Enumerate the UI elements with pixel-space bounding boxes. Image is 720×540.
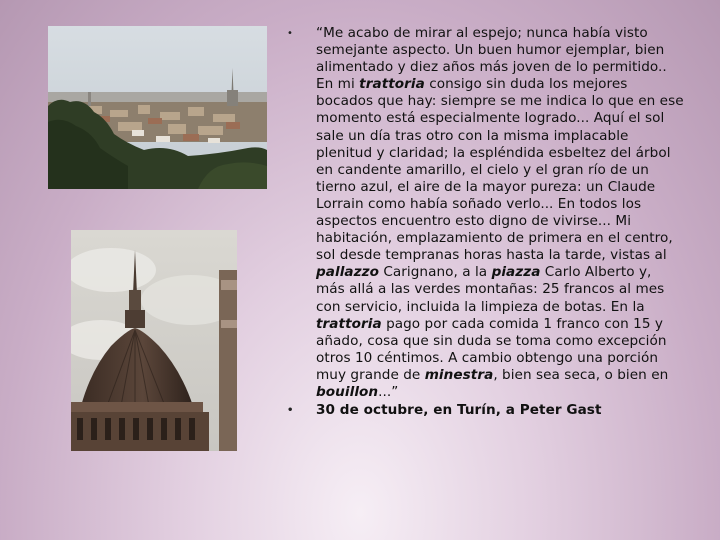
italic-term-minestra: minestra	[424, 366, 494, 383]
quote-segment: ...”	[378, 383, 399, 400]
quote-segment: consigo sin duda los mejores bocados que hay: siempre se me indica lo que en ese momento está especialmente logrado... Aquí el sol sale un día tras otro con la misma implacable plenitud y claridad; la espléndida esbeltez del árbol en candente amarillo, el cielo y el gran río de un tierno azul, el aire de la mayor pureza: un Claude Lorrain como había soñado verlo... En todos los aspectos encuentro esto digno de vivirse... Mi habitación, emplazamiento de primera en el centro, sol desde tempranas horas hasta la tarde, vistas al	[316, 76, 684, 264]
nietzsche-quote	[316, 25, 684, 400]
city-panorama-photo	[48, 26, 267, 189]
quote-segment: , bien sea seca, o bien en	[493, 366, 669, 383]
quote-segment: Carlo Alberto y, más allá a las verdes montañas: 25 francos al mes con servicio, incluida la limpieza de botas. En la	[316, 264, 665, 315]
quote-segment: Carignano, a la	[378, 264, 492, 281]
bullet-item-signoff	[284, 402, 684, 419]
italic-term-bouillon: bouillon	[316, 383, 379, 400]
italic-term-piazza: piazza	[491, 264, 541, 281]
quote-segment: “Me acabo de mirar al espejo; nunca había visto semejante aspecto. Un buen humor ejemplar, bien alimentado y diez años más joven de lo permitido.. En mi	[316, 25, 667, 93]
bullet-icon: •	[287, 405, 294, 417]
signoff-line: 30 de octubre, en Turín, a Peter Gast	[316, 402, 602, 419]
mole-antonelliana-photo	[71, 230, 237, 451]
bullet-icon: •	[287, 28, 293, 39]
quote-text-block	[284, 25, 684, 419]
italic-term-trattoria: trattoria	[359, 76, 425, 93]
bullet-item-quote	[284, 25, 684, 401]
italic-term-trattoria-2: trattoria	[316, 315, 382, 332]
italic-term-pallazzo: pallazzo	[316, 264, 379, 281]
quote-segment: pago por cada comida 1 franco con 15 y añado, cosa que sin duda se toma como excepción otros 10 céntimos. A cambio obtengo una porción muy grande de	[316, 315, 667, 383]
